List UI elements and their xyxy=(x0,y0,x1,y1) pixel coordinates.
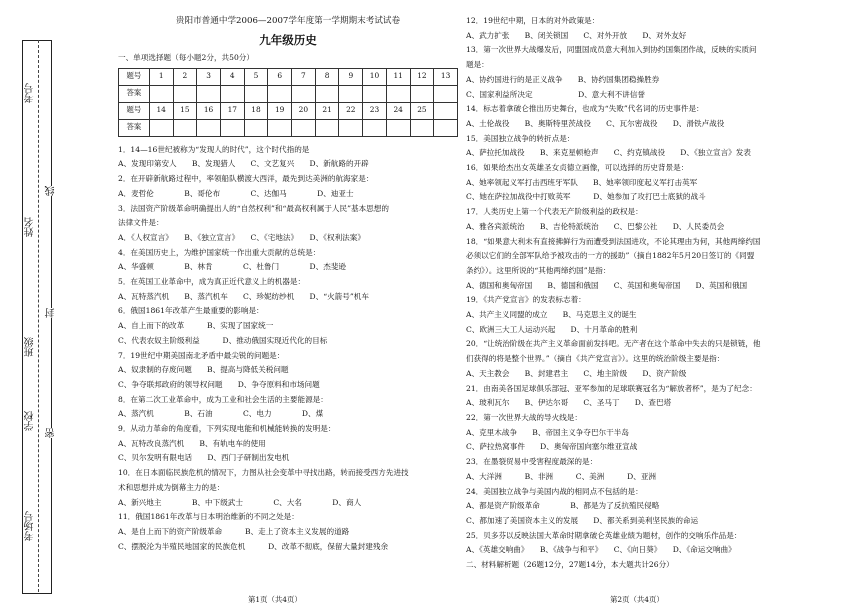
question-line: 23．在墨裂贸易中受害程度最深的是： xyxy=(466,457,598,467)
question-line: 9．从动力革命的角度看，下列实现电能和机械能转换的发明是： xyxy=(118,424,336,434)
question-line: C、欧洲三大工人运动兴起 D、十月革命的胜利 xyxy=(466,324,638,334)
question-line: A．《人权宣言》 B、《独立宣言》 C、《宅地法》 D、《权利法案》 xyxy=(118,232,365,242)
school-label: 学校 xyxy=(25,411,36,431)
question-line: A、她率领起义军打击西班牙军队 B、她率领印度起义军打击英军 xyxy=(466,177,698,187)
question-line: A、德国和奥匈帝国 B、德国和俄国 C、英国和奥匈帝国 D、英国和俄国 xyxy=(466,280,748,290)
question-line: A、玻利瓦尔 B、伊达尔哥 C、圣马丁 D、查巴塔 xyxy=(466,398,672,408)
question-line: A、克里木战争 B、帝国主义争夺巴尔干半岛 xyxy=(466,427,629,437)
number-header: 题号 xyxy=(119,102,150,119)
question-line: 1．14—16世纪被称为“发现人的时代”，这个时代指的是 xyxy=(118,144,310,154)
question-line: 条约》）。这里所说的“其他两缔约国”是指： xyxy=(466,265,611,275)
question-line: A、天主教会 B、封建君主 C、地主阶级 D、资产阶级 xyxy=(466,368,687,378)
question-line: 16．如果给杰出女英雄圣女贞德立画像，可以选择的历史背景是： xyxy=(466,163,689,173)
exam-id-label: 考号 xyxy=(25,83,36,103)
class-label: 班级 xyxy=(25,337,36,357)
question-line: 15．美国独立战争的转折点是： xyxy=(466,133,575,143)
name-label: 姓名 xyxy=(25,217,36,237)
question-line: 5．在英国工业革命中，成为真正近代意义上的机器是： xyxy=(118,277,306,287)
question-line: A、瓦特改良蒸汽机 B、有轨电车的使用 xyxy=(118,438,266,448)
section-1-heading: 一、单项选择题（每小题2分，共50分） xyxy=(118,53,254,62)
answer-header: 答案 xyxy=(119,85,150,102)
question-line: C、国家利益所决定 D、意大利不讲信誉 xyxy=(466,89,645,99)
question-line: A、《英雄交响曲》 B、《战争与和平》 C、《向日葵》 D、《命运交响曲》 xyxy=(466,545,736,555)
question-line: A、华盛顿 B、林肯 C、杜鲁门 D、杰斐逊 xyxy=(118,262,346,272)
answer-cell[interactable] xyxy=(149,85,173,102)
seal-char-line: 线 xyxy=(44,186,60,196)
question-line: 术和思想并成为倒幕主力的是： xyxy=(118,482,225,492)
subject-title: 九年级历史 xyxy=(259,33,317,47)
question-line: 题是： xyxy=(466,60,489,70)
question-line: 13．第一次世界大战爆发后，同盟国成员意大利加入到协约国集团作战，反映的实质问 xyxy=(466,45,757,55)
question-line: 们获得的将是整个世界。”（摘自《共产党宣言》）。这里的统治阶级主要是指： xyxy=(466,354,725,364)
question-line: 14．标志着拿破仑推出历史舞台，也成为“失败”代名词的历史事件是： xyxy=(466,104,704,114)
question-line: A、大洋洲 B、非洲 C、美洲 D、亚洲 xyxy=(466,471,657,481)
right-column xyxy=(466,14,836,573)
seal-char-seal: 封 xyxy=(44,308,60,318)
question-line: A、发现印第安人 B、发现猎人 C、文艺复兴 D、新航路的开辟 xyxy=(118,159,369,169)
page-footer-2: 第2页（共4页） xyxy=(610,595,664,604)
question-list-right xyxy=(466,14,836,573)
exam-room-label: 考场号 xyxy=(25,511,36,541)
question-line: C、她在萨拉加战役中打败英军 D、她参加了攻打巴士底狱的战斗 xyxy=(466,192,706,202)
question-line: 6．俄国1861年改革产生最重要的影响是： xyxy=(118,306,264,316)
answer-table-row xyxy=(119,85,458,102)
question-line: 必须以它们的全部军队给予被攻击的一方的援助”（摘自1882年5月20日签订的《同盟 xyxy=(466,251,755,261)
answer-header: 答案 xyxy=(119,119,150,136)
question-line: A、共产主义同盟的成立 B、马克思主义的诞生 xyxy=(466,310,637,320)
question-line: A、武力扩张 B、闭关锁国 C、对外开放 D、对外友好 xyxy=(466,30,687,40)
question-line: 3．法国资产阶级革命明确提出人的“自然权利”和“最高权利属于人民”基本思想的 xyxy=(118,203,389,213)
left-column xyxy=(118,14,458,554)
question-line: 12．19世纪中期，日本的对外政策是： xyxy=(466,16,600,25)
seal-line xyxy=(38,40,40,592)
question-line: A、瓦特蒸汽机 B、蒸汽机车 C、珍妮纺纱机 D、“火箭号”机车 xyxy=(118,291,369,301)
question-line: 19．《共产党宣言》的发表标志着： xyxy=(466,295,586,305)
question-line: C、争夺联邦政府的领导权问题 D、争夺原料和市场问题 xyxy=(118,379,320,389)
number-header: 题号 xyxy=(119,68,150,85)
seal-char-close: 密 xyxy=(44,428,60,438)
question-line: 17．人类历史上第一个代表无产阶级利益的政权是： xyxy=(466,207,643,217)
question-line: 8．在第二次工业革命中，成为工业和社会生活的主要能源是： xyxy=(118,394,328,404)
question-list-left xyxy=(118,143,458,555)
question-line: 21．由南美各国足球俱乐部冠、亚军参加的足球联赛冠名为“解放者杯”，是为了纪念： xyxy=(466,383,757,393)
question-line: A、土伦战役 B、奥斯特里茨战役 C、瓦尔密战役 D、滑铁卢战役 xyxy=(466,118,725,128)
question-line: 20．“让统治阶级在共产主义革命面前发抖吧。无产者在这个革命中失去的只是锁链，他 xyxy=(466,339,761,349)
question-line: A、奴隶制的存废问题 B、提高与降低关税问题 xyxy=(118,365,289,375)
answer-table-row: 题号 14 15 16 17 18 19 20 21 22 23 24 25 xyxy=(119,102,458,119)
question-line: 2．在开辟新航路过程中，率领船队横渡大西洋，最先到达美洲的航海家是： xyxy=(118,174,374,184)
question-line: 10．在日本面临民族危机的情况下，力图从社会变革中寻找出路，转而接受西方先进技 xyxy=(118,468,409,478)
question-line: 18．“如果意大利未有直接拂鲜行为而遭受到法国进攻，不论其理由为何，其他两缔约国 xyxy=(466,236,761,246)
answer-table-row: 题号 1 2 3 4 5 6 7 8 9 10 11 12 13 xyxy=(119,68,458,85)
question-line: A．麦哲伦 B、哥伦布 C、达伽马 D、迪亚士 xyxy=(118,188,354,198)
answer-table-row xyxy=(119,119,458,136)
question-line: C、萨拉热窝事件 D、奥匈帝国向塞尔维亚宣战 xyxy=(466,442,638,452)
question-line: A、新兴地主 B、中下级武士 C、大名 D、商人 xyxy=(118,497,362,507)
question-line: A、自上而下的改革 B、实现了国家统一 xyxy=(118,321,274,331)
question-line: C、代表农奴主阶级利益 D、推动俄国实现近代化的目标 xyxy=(118,335,328,345)
question-line: C、摆脱沦为半殖民地国家的民族危机 D、改革不彻底，保留大量封建残余 xyxy=(118,541,389,551)
question-line: A、都是资产阶级革命 B、都是为了反抗殖民侵略 xyxy=(466,501,660,511)
question-line: A、萨拉托加战役 B、来克星顿枪声 C、约克镇战役 D、《独立宣言》发表 xyxy=(466,148,751,158)
question-line: C、都加速了美国资本主义的发展 D、都关系到美利坚民族的命运 xyxy=(466,515,699,525)
question-line: 二、材料解析题（26题12分，27题14分，本大题共计26分） xyxy=(466,560,674,570)
question-line: 4．在美国历史上，为维护国家统一作出重大贡献的总统是： xyxy=(118,247,321,257)
question-line: 11．俄国1861年改革与日本明治维新的不同之处是： xyxy=(118,512,299,522)
question-line: C、贝尔发明有限电话 D、西门子研制出发电机 xyxy=(118,453,290,463)
question-line: 7．19世纪中期美国南北矛盾中最尖锐的问题是： xyxy=(118,350,285,360)
question-line: 22．第一次世界大战的导火线是： xyxy=(466,412,582,422)
question-line: A、雅各宾派统治 B、吉伦特派统治 C、巴黎公社 D、人民委员会 xyxy=(466,221,725,231)
page-footer-1: 第1页（共4页） xyxy=(248,595,302,604)
question-line: A、蒸汽机 B、石油 C、电力 D、煤 xyxy=(118,409,324,419)
exam-title: 贵阳市普通中学2006—2007学年度第一学期期末考试试卷 xyxy=(175,16,401,26)
question-line: 25．贝多芬以反映法国大革命时期拿破仑英雄业绩为题材，创作的交响乐作品是： xyxy=(466,530,742,540)
question-line: 法律文件是： xyxy=(118,218,164,228)
answer-table xyxy=(118,68,458,137)
question-line: A、协约国进行的是正义战争 B、协约国集团稳操胜券 xyxy=(466,74,660,84)
question-line: 24．美国独立战争与美国内战的相同点不包括的是： xyxy=(466,486,643,496)
question-line: A、是自上而下的资产阶级革命 B、走上了资本主义发展的道路 xyxy=(118,526,350,536)
